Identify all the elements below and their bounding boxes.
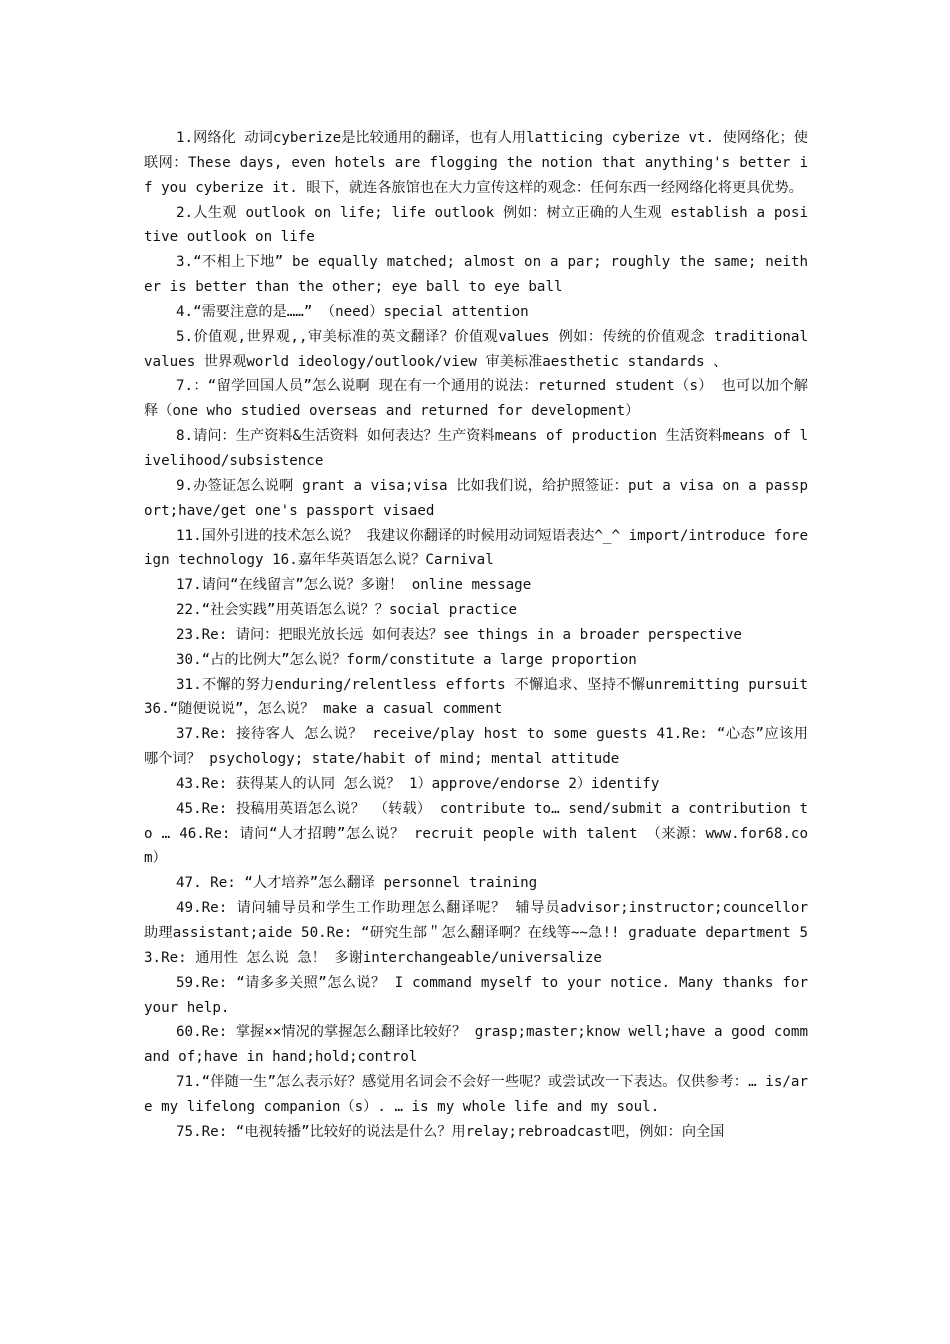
paragraph-4: 4.“需要注意的是……” （need）special attention <box>176 303 529 320</box>
paragraph-45: 45.Re: 投稿用英语怎么说？ （转载） contribute to… send/submit a contribution to … 46.Re: 请问“人才招聘”怎么说？ recruit people with talent （来源：www.for68.com） <box>144 800 808 867</box>
paragraph-49: 49.Re: 请问辅导员和学生工作助理怎么翻译呢？ 辅导员advisor;instructor;councellor 助理assistant;aide 50.Re: “研究生部＂怎么翻译啊？在线等~~急!! graduate department 53.Re: 通用性 怎么说 急！ 多谢interchangeable/universalize <box>144 900 808 966</box>
paragraph-7: 7.：“留学回国人员”怎么说啊 现在有一个通用的说法：returned student（s） 也可以加个解释（one who studied overseas and returned for development） <box>144 378 808 420</box>
paragraph-37: 37.Re: 接待客人 怎么说？ receive/play host to some guests 41.Re: “心态”应该用哪个词？ psychology; state/habit of mind; mental attitude <box>144 726 808 768</box>
document-body <box>144 126 808 1145</box>
paragraph-3: 3.“不相上下地” be equally matched; almost on a par; roughly the same; neither is better than the other; eye ball to eye ball <box>144 254 808 296</box>
paragraph-17: 17.请问“在线留言”怎么说？多谢！ online message <box>176 577 532 594</box>
paragraph-60: 60.Re: 掌握××情况的掌握怎么翻译比较好？ grasp;master;know well;have a good command of;have in hand;hold;control <box>144 1024 808 1066</box>
paragraph-59: 59.Re: “请多多关照”怎么说？ I command myself to your notice. Many thanks for your help. <box>144 974 808 1016</box>
paragraph-47: 47. Re: “人才培养”怎么翻译 personnel training <box>176 875 538 892</box>
paragraph-31: 31.不懈的努力enduring/relentless efforts 不懈追求、坚持不懈unremitting pursuit 36.“随便说说”，怎么说？ make a casual comment <box>144 676 808 718</box>
paragraph-30: 30.“占的比例大”怎么说？form/constitute a large proportion <box>176 651 637 668</box>
paragraph-2: 2.人生观 outlook on life; life outlook 例如：树立正确的人生观 establish a positive outlook on life <box>144 204 808 246</box>
paragraph-9: 9.办签证怎么说啊 grant a visa;visa 比如我们说，给护照签证：put a visa on a passport;have/get one's passport visaed <box>144 477 808 519</box>
paragraph-11: 11.国外引进的技术怎么说？ 我建议你翻译的时候用动词短语表达^_^ import/introduce foreign technology 16.嘉年华英语怎么说？Carnival <box>144 527 808 569</box>
paragraph-1: 1.网络化 动词cyberize是比较通用的翻译，也有人用latticing cyberize vt. 使网络化；使联网：These days, even hotels are flogging the notion that anything's better if you cyberize it. 眼下，就连各旅馆也在大力宣传这样的观念：任何东西一经网络化将更具优势。 <box>144 130 808 196</box>
paragraph-23: 23.Re: 请问：把眼光放长远 如何表达？see things in a broader perspective <box>176 626 742 643</box>
paragraph-75: 75.Re: “电视转播”比较好的说法是什么？用relay;rebroadcast吧，例如：向全国 <box>176 1123 725 1140</box>
paragraph-8: 8.请问：生产资料&生活资料 如何表达？生产资料means of production 生活资料means of livelihood/subsistence <box>144 428 808 469</box>
paragraph-71: 71.“伴随一生”怎么表示好？感觉用名词会不会好一些呢？或尝试改一下表达。仅供参考：… is/are my lifelong companion（s）. … is my whole life and my soul. <box>144 1074 808 1115</box>
paragraph-22: 22.“社会实践”用英语怎么说？？social practice <box>176 602 518 619</box>
paragraph-5: 5.价值观,世界观,,审美标准的英文翻译？价值观values 例如：传统的价值观念 traditional values 世界观world ideology/outlook/view 审美标准aesthetic standards 、 <box>144 328 808 370</box>
paragraph-43: 43.Re: 获得某人的认同 怎么说？ 1）approve/endorse 2）identify <box>176 775 660 792</box>
